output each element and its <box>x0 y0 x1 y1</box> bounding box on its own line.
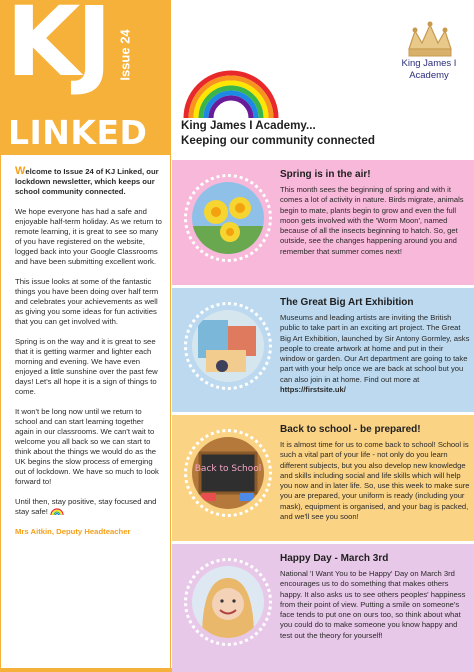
panel-title: Spring is in the air! <box>280 169 371 180</box>
smiling-girl-icon <box>192 566 264 638</box>
firstsite-link[interactable]: https://firstsite.uk/ <box>280 385 346 395</box>
intro-paragraph: We hope everyone has had a safe and enjoyable half-term holiday. As we return to remote learning, it is great to see so many of you have registered on the website, logged back into your Google Classrooms and have been submitting excellent work. <box>15 207 162 266</box>
panel-title: The Great Big Art Exhibition <box>280 297 414 308</box>
intro-paragraph: It won't be long now until we return to school and can start learning together again in our classrooms. We can't wait to welcome you all back so we can start to think about the things we would do as the UK begins the slow process of emerging out of lockdown. We have so much to look forward to! <box>15 407 159 486</box>
masthead-logo: KJ <box>6 0 109 98</box>
intro-lead: Welcome to Issue 24 of KJ Linked, our lockdown newsletter, which keeps our school community connected. <box>15 165 159 196</box>
header-title: King James I Academy... Keeping our community connected <box>181 119 375 147</box>
chalkboard-image <box>184 429 272 517</box>
daffodil-image <box>184 174 272 262</box>
panel-spring <box>172 160 474 285</box>
panel-title: Back to school - be prepared! <box>280 424 421 435</box>
painting-icon <box>192 310 264 382</box>
panel-text: Museums and leading artists are inviting the British public to take part in an exciting art project. The Great Big Art Exhibition, launched by Sir Antony Gormley, asks people to create artwork at home and put in their window or garden. Our Art department are going to take part with your help once we are back at school but you can also join in at home. Find out more at https://firstsite.uk/ <box>280 313 470 395</box>
panel-title: Happy Day - March 3rd <box>280 553 389 564</box>
intro-paragraph: Spring is on the way and it is great to see that it is getting warmer and lighter each morning and evening. We have even enjoyed a little sunshine over the past few days! Let's all hope it is a sign of things to come. <box>15 337 158 396</box>
intro-column <box>0 155 171 672</box>
panel-text: This month sees the beginning of spring and with it comes a lot of activity in nature. Birds migrate, animals begin to mate, plants begin to grow and even the full moon gets involved with the 'Worm Moon', named because of all the insects beginning to hatch. So, get outside, see the changes happening around you and remember that summer comes next! <box>280 185 464 256</box>
rainbow-icon <box>180 62 282 120</box>
chalkboard-icon <box>192 437 264 509</box>
masthead-title: LINKED <box>8 113 148 152</box>
panel-text: National 'I Want You to be Happy' Day on March 3rd encourages us to do something that makes others happy. It also asks us to see others peoples' happiness from their point of view. Putting a smile on someone's face tends to put one on ours too, so think about what you could do to make someone you know happy and test out the theory for yourself! <box>280 569 466 640</box>
panel-back-to-school <box>172 415 474 541</box>
footer-bar <box>1 668 172 672</box>
intro-text <box>15 166 163 547</box>
masthead <box>0 0 171 155</box>
issue-number: Issue 24 <box>117 29 133 81</box>
happy-girl-image <box>184 558 272 646</box>
daffodil-icon <box>192 182 264 254</box>
chalkboard-text: Back to School <box>194 464 262 474</box>
signature: Mrs Aitkin, Deputy Headteacher <box>15 527 131 536</box>
academy-logo-text: King James I Academy <box>401 58 457 81</box>
panel-happy-day <box>172 544 474 672</box>
panel-text: It is almost time for us to come back to school! School is such a vital part of your life - not only do you learn different subjects, but you also develop new knowledge and skills including social and life skills which will help you now and in later life. So, use this week to make sure you are prepared, your uniform is ready (including your mask), equipment is organised, and your bag is packed, and we'll see you soon! <box>280 440 470 522</box>
panel-art <box>172 288 474 412</box>
art-image <box>184 302 272 390</box>
intro-paragraph: This issue looks at some of the fantastic things you have been doing over half term and celebrates your achievements as well as giving you some ideas for fun activities that you can get involved with. <box>15 277 159 326</box>
rainbow-icon <box>50 508 64 515</box>
intro-closing: Until then, stay positive, stay focused and stay safe! <box>15 497 157 516</box>
